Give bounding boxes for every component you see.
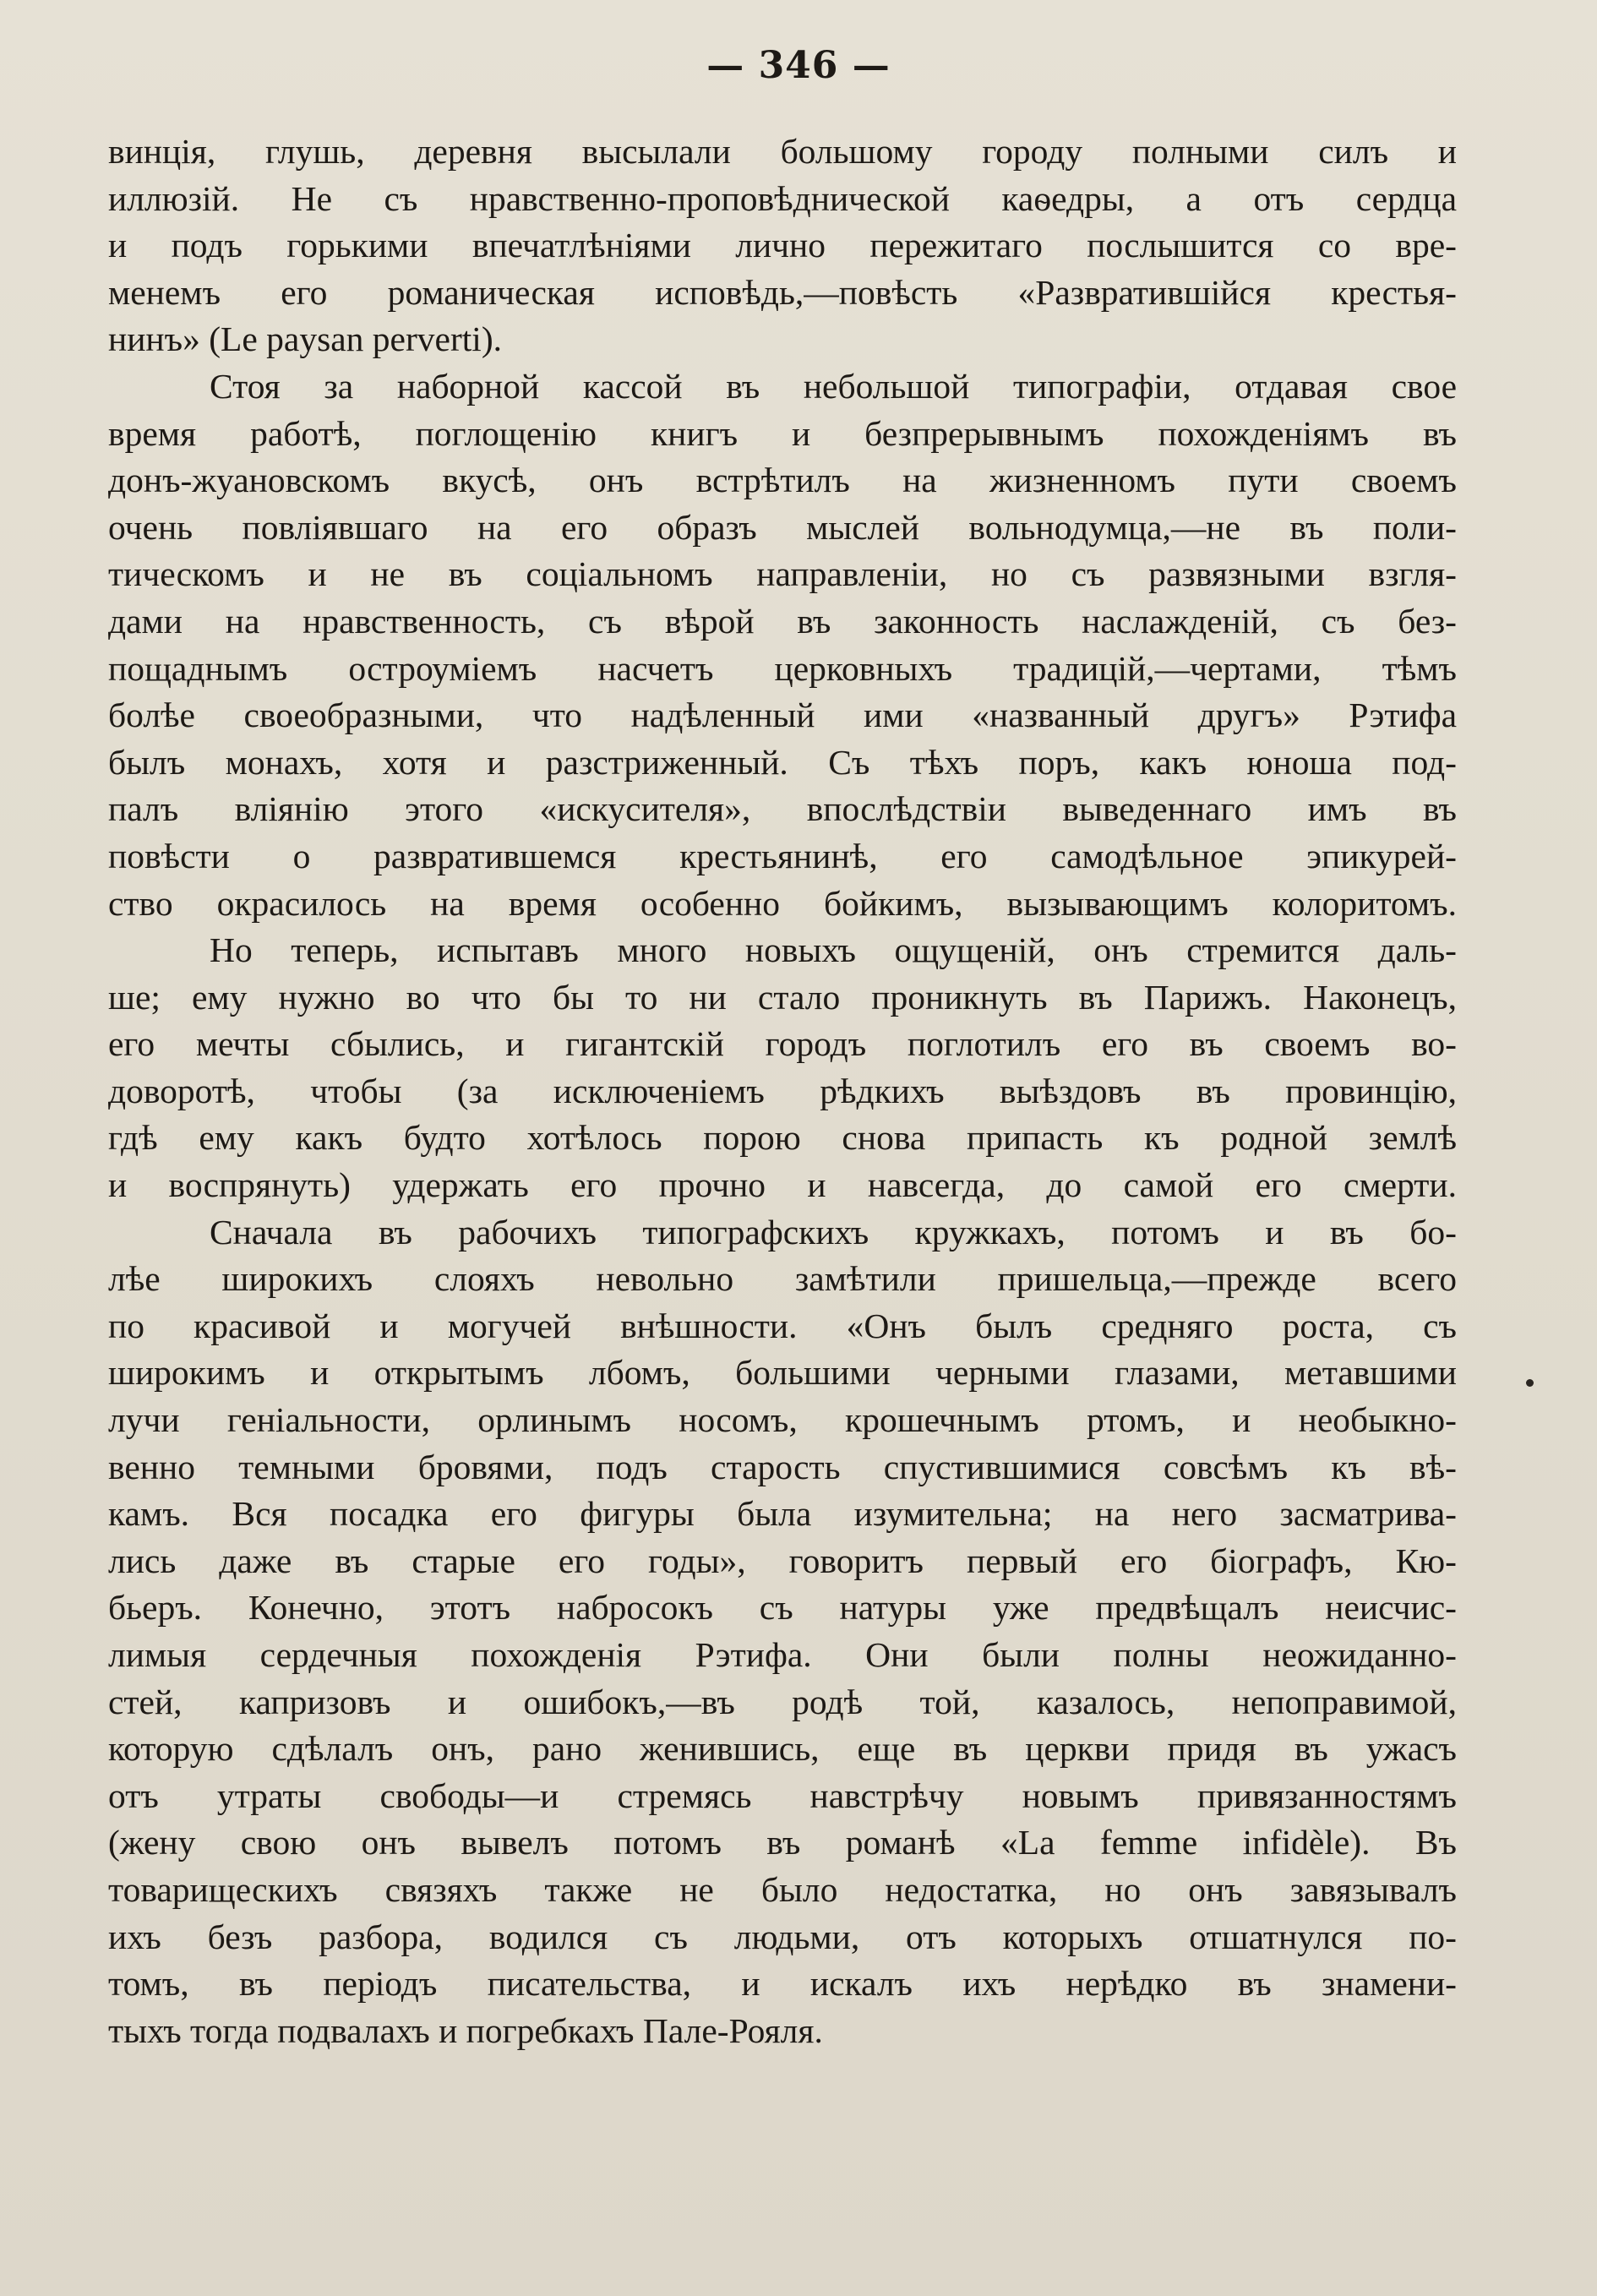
text-line: время работѣ, поглощенію книгъ и безпрерывнымъ похожденіямъ въ <box>108 413 1457 453</box>
text-line: томъ, въ періодъ писательства, и искалъ ихъ нерѣдко въ знамени- <box>108 1964 1457 2004</box>
text-line: тическомъ и не въ соціальномъ направленіи, но съ развязными взгля- <box>108 554 1457 594</box>
text-line: иллюзій. Не съ нравственно-проповѣднической каѳедры, а отъ сердца <box>108 178 1457 218</box>
text-line: которую сдѣлалъ онъ, рано женившись, еще въ церкви придя въ ужасъ <box>108 1729 1457 1769</box>
text-line: менемъ его романическая исповѣдь,—повѣсть «Развратившійся крестья- <box>108 272 1457 312</box>
text-line: очень повліявшаго на его образъ мыслей вольнодумца,—не въ поли- <box>108 507 1457 547</box>
text-line: камъ. Вся посадка его фигуры была изумительна; на него засматрива- <box>108 1494 1457 1534</box>
paragraph-first-line: Сначала въ рабочихъ типографскихъ кружкахъ, потомъ и въ бо- <box>210 1212 1457 1252</box>
text-line: его мечты сбылись, и гигантскій городъ поглотилъ его въ своемъ во- <box>108 1024 1457 1064</box>
text-line: пощаднымъ остроуміемъ насчетъ церковныхъ традицій,—чертами, тѣмъ <box>108 648 1457 688</box>
text-line: винція, глушь, деревня высылали большому городу полными силъ и <box>108 132 1457 171</box>
text-line: донъ-жуановскомъ вкусѣ, онъ встрѣтилъ на жизненномъ пути своемъ <box>108 461 1457 500</box>
ink-speck <box>1526 1379 1534 1387</box>
text-line: стей, капризовъ и ошибокъ,—въ родѣ той, казалось, непоправимой, <box>108 1682 1457 1721</box>
text-line: повѣсти о развратившемся крестьянинѣ, его самодѣльное эпикурей- <box>108 836 1457 875</box>
text-line: лѣе широкихъ слояхъ невольно замѣтили пришельца,—прежде всего <box>108 1259 1457 1299</box>
text-line: лись даже въ старые его годы», говоритъ первый его біографъ, Кю- <box>108 1541 1457 1580</box>
text-line: дами на нравственность, съ вѣрой въ законность наслажденій, съ без- <box>108 601 1457 641</box>
paragraph-first-line: Но теперь, испытавъ много новыхъ ощущеній, онъ стремится даль- <box>210 930 1457 970</box>
body-text <box>108 128 1457 2054</box>
paragraph-first-line: Стоя за наборной кассой въ небольшой типографіи, отдавая свое <box>210 366 1457 406</box>
text-line: лимыя сердечныя похожденія Рэтифа. Они были полны неожиданно- <box>108 1635 1457 1674</box>
text-line: ше; ему нужно во что бы то ни стало проникнуть въ Парижъ. Наконецъ, <box>108 977 1457 1017</box>
text-line: и подъ горькими впечатлѣніями лично пережитаго послышится со вре- <box>108 226 1457 265</box>
text-line: доворотѣ, чтобы (за исключеніемъ рѣдкихъ выѣздовъ въ провинцію, <box>108 1071 1457 1110</box>
text-line: палъ вліянію этого «искусителя», впослѣдствіи выведеннаго имъ въ <box>108 789 1457 829</box>
text-line: широкимъ и открытымъ лбомъ, большими черными глазами, метавшими <box>108 1353 1457 1393</box>
text-line: отъ утраты свободы—и стремясь навстрѣчу новымъ привязанностямъ <box>108 1775 1457 1815</box>
text-line: по красивой и могучей внѣшности. «Онъ былъ средняго роста, съ <box>108 1306 1457 1345</box>
text-line: (жену свою онъ вывелъ потомъ въ романѣ «La femme infidèle). Въ <box>108 1823 1457 1862</box>
text-line: болѣе своеобразными, что надѣленный ими «названный другъ» Рэтифа <box>108 695 1457 735</box>
text-line: гдѣ ему какъ будто хотѣлось порою снова припасть къ родной землѣ <box>108 1118 1457 1158</box>
text-line: и воспрянуть) удержать его прочно и навсегда, до самой его смерти. <box>108 1165 1457 1205</box>
text-line: тыхъ тогда подвалахъ и погребкахъ Пале-Рояля. <box>108 2010 823 2050</box>
text-line: лучи геніальности, орлинымъ носомъ, крошечнымъ ртомъ, и необыкно- <box>108 1400 1457 1440</box>
page-number: — 346 — <box>706 44 891 87</box>
text-line: ство окрасилось на время особенно бойкимъ, вызывающимъ колоритомъ. <box>108 883 1457 923</box>
text-line: нинъ» (Le paysan perverti). <box>108 319 503 359</box>
text-line: бьеръ. Конечно, этотъ набросокъ съ натуры уже предвѣщалъ неисчис- <box>108 1588 1457 1628</box>
text-line: товарищескихъ связяхъ также не было недостатка, но онъ завязывалъ <box>108 1869 1457 1909</box>
text-line: венно темными бровями, подъ старость спустившимися совсѣмъ къ вѣ- <box>108 1447 1457 1486</box>
text-line: былъ монахъ, хотя и разстриженный. Съ тѣхъ поръ, какъ юноша под- <box>108 742 1457 782</box>
text-line: ихъ безъ разбора, водился съ людьми, отъ которыхъ отшатнулся по- <box>108 1917 1457 1956</box>
